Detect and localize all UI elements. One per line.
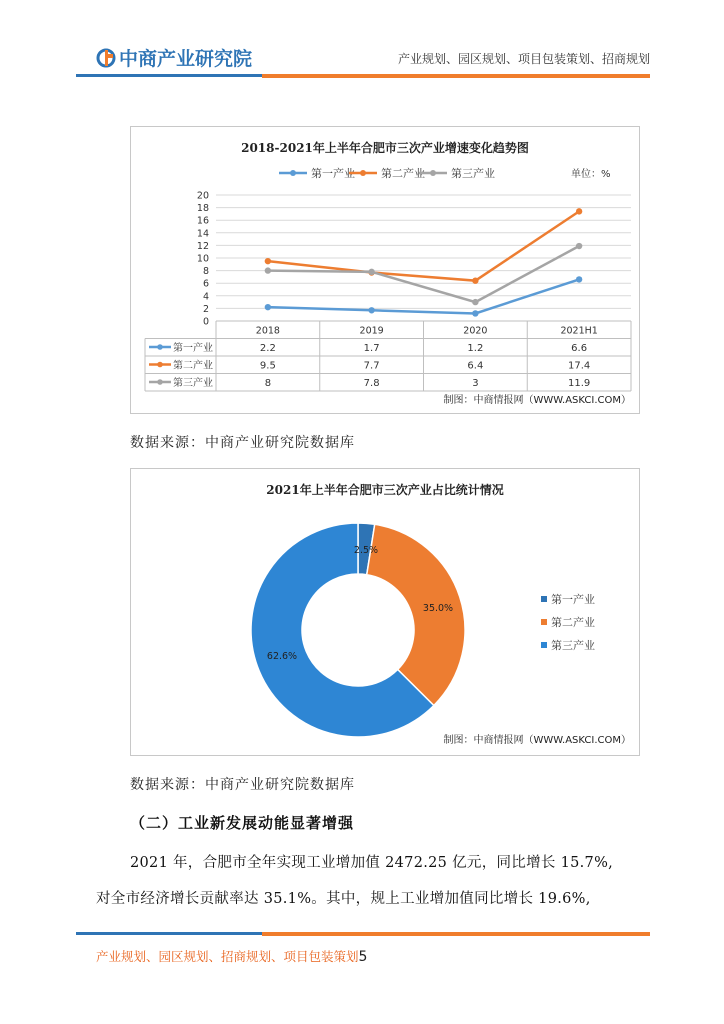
page-header [0,0,724,90]
table-series-marker [157,344,163,350]
legend-label: 第一产业 [551,593,595,606]
paragraph-line: 对全市经济增长贡献率达 35.1%。其中，规上工业增加值同比增长 19.6%, [96,891,591,907]
data-point [472,299,478,305]
data-source-note: 数据来源：中商产业研究院数据库 [130,435,355,451]
table-value: 6.6 [571,343,588,354]
legend-label: 第二产业 [551,616,595,629]
table-value: 11.9 [567,378,591,389]
logo [96,44,252,71]
legend-marker [430,170,436,176]
data-point [265,267,271,273]
chart-title: 2021年上半年合肥市三次产业占比统计情况 [266,483,504,497]
header-rule-blue [76,74,262,77]
chart-title: 2018-2021年上半年合肥市三次产业增速变化趋势图 [241,141,529,155]
section-heading: （二）工业新发展动能显著增强 [130,814,355,832]
x-category-label: 2018 [255,325,280,337]
table-series-marker [157,362,163,368]
footer-text: 产业规划、园区规划、招商规划、项目包装策划 [96,949,359,964]
x-category-label: 2019 [359,325,384,337]
table-series-marker [157,379,163,385]
y-tick-label: 20 [196,190,209,202]
y-tick-label: 4 [202,291,209,303]
table-series-label: 第三产业 [173,378,213,389]
table-series-label: 第二产业 [173,360,213,372]
x-category-label: 2021H1 [560,325,598,337]
data-point [368,307,374,313]
line-chart-svg [131,127,639,413]
header-rule-orange [262,74,650,78]
y-tick-label: 6 [202,278,209,290]
slice-label: 2.5% [353,545,379,556]
table-series-label: 第一产业 [173,343,213,354]
legend-marker [290,170,296,176]
legend-marker [360,170,366,176]
legend-label: 第三产业 [551,639,595,652]
header-tagline: 产业规划、园区规划、项目包装策划、招商规划 [397,52,650,66]
unit-label: 单位：% [571,169,611,180]
data-point [576,276,582,282]
legend-label: 第一产业 [311,167,355,180]
y-tick-label: 18 [196,203,209,215]
legend-swatch [541,619,547,625]
table-value: 8 [264,378,272,389]
paragraph-line: 2021 年，合肥市全年实现工业增加值 2472.25 亿元，同比增长 15.7%, [130,855,614,871]
logo-icon [96,48,116,68]
growth-trend-chart [130,126,640,414]
y-tick-label: 12 [196,240,209,252]
slice-label: 62.6% [266,651,298,662]
table-value: 7.7 [363,360,380,372]
table-value: 9.5 [259,360,276,372]
legend-label: 第二产业 [381,167,425,180]
table-value: 6.4 [467,360,484,372]
table-value: 2.2 [259,343,276,354]
page-footer [96,947,367,965]
y-tick-label: 16 [196,215,209,227]
y-tick-label: 8 [202,266,209,278]
y-tick-label: 0 [202,316,209,328]
table-value: 1.7 [363,343,380,354]
data-point [368,269,374,275]
data-point [265,258,271,264]
legend-swatch [541,596,547,602]
data-point [472,277,478,283]
data-point [472,310,478,316]
donut-chart-svg [131,469,639,755]
table-value: 7.8 [363,378,380,389]
page-number: 5 [358,949,368,965]
table-value: 1.2 [467,343,484,354]
y-tick-label: 2 [202,303,209,315]
data-source-note: 数据来源：中商产业研究院数据库 [130,777,355,793]
x-category-label: 2020 [463,325,488,337]
footer-rule-orange [262,932,650,936]
footer-rule-blue [76,932,262,935]
donut-slice [367,524,465,705]
chart-watermark: 制图：中商情报网（WWW.ASKCI.COM） [443,395,631,406]
y-tick-label: 14 [196,228,209,240]
table-value: 17.4 [567,360,591,372]
chart-watermark: 制图：中商情报网（WWW.ASKCI.COM） [443,735,631,746]
y-tick-label: 10 [196,253,209,265]
slice-label: 35.0% [422,603,454,614]
legend-label: 第三产业 [451,167,495,180]
legend-swatch [541,642,547,648]
table-value: 3 [472,378,479,389]
data-point [576,208,582,214]
data-point [265,304,271,310]
data-point [576,243,582,249]
logo-text: 中商产业研究院 [119,48,253,70]
share-donut-chart [130,468,640,756]
